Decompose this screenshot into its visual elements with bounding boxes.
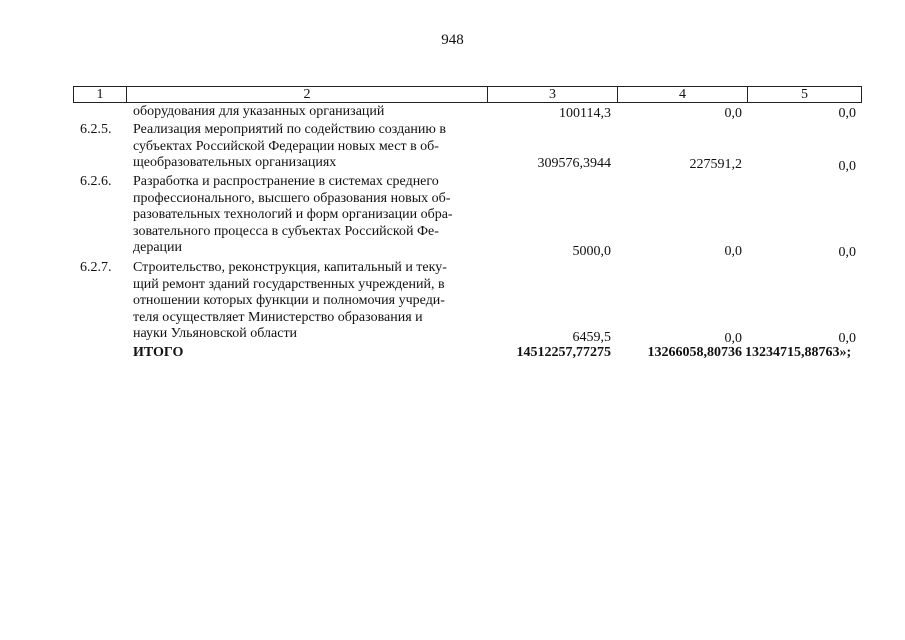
description-line: отношении которых функции и полномочия учреди- <box>133 293 445 309</box>
column-header-3: 3 <box>488 87 618 102</box>
description-line: Разработка и распространение в системах среднего <box>133 174 439 189</box>
row-number: 6.2.5. <box>80 122 112 137</box>
row-description <box>133 260 481 343</box>
row-number: 6.2.7. <box>80 260 112 275</box>
value-col3: 5000,0 <box>572 244 611 259</box>
value-col5: 0,0 <box>838 159 856 174</box>
value-col4: 0,0 <box>724 244 742 259</box>
value-col3: 100114,3 <box>559 106 611 121</box>
value-col5: 0,0 <box>838 106 856 121</box>
description-line: щеобразовательных организациях <box>133 155 337 171</box>
description-line: оборудования для указанных организаций <box>133 104 385 119</box>
description-line: науки Ульяновской области <box>133 326 298 342</box>
value-col5: 0,0 <box>838 331 856 346</box>
total-label: ИТОГО <box>133 345 184 360</box>
description-line: теля осуществляет Министерство образования и <box>133 309 423 325</box>
value-col4: 227591,2 <box>689 157 742 172</box>
total-col5: 13234715,88763»; <box>745 345 852 360</box>
description-line: дерации <box>133 240 183 256</box>
value-col4: 0,0 <box>724 331 742 346</box>
description-line: зовательного процесса в субъектах Российской Фе- <box>133 223 439 239</box>
table-header <box>73 86 862 103</box>
row-description <box>133 104 481 121</box>
column-header-2: 2 <box>127 87 488 102</box>
description-line: Строительство, реконструкция, капитальный и теку- <box>133 260 447 275</box>
column-header-1: 1 <box>74 87 127 102</box>
value-col3: 309576,3944 <box>537 156 611 171</box>
value-col4: 0,0 <box>724 106 742 121</box>
value-col3: 6459,5 <box>572 330 611 345</box>
row-description <box>133 174 481 257</box>
description-line: Реализация мероприятий по содействию созданию в <box>133 122 446 137</box>
column-header-4: 4 <box>618 87 748 102</box>
row-description <box>133 122 481 172</box>
row-number: 6.2.6. <box>80 174 112 189</box>
page-number: 948 <box>441 32 464 48</box>
description-line: субъектах Российской Федерации новых мест в об- <box>133 138 439 154</box>
description-line: щий ремонт зданий государственных учреждений, в <box>133 276 445 292</box>
column-header-5: 5 <box>801 87 808 102</box>
description-line: разовательных технологий и форм организации обра- <box>133 207 453 223</box>
total-col3: 14512257,77275 <box>516 345 611 360</box>
value-col5: 0,0 <box>838 245 856 260</box>
total-col4: 13266058,80736 <box>647 345 742 360</box>
description-line: профессионального, высшего образования новых об- <box>133 190 451 206</box>
